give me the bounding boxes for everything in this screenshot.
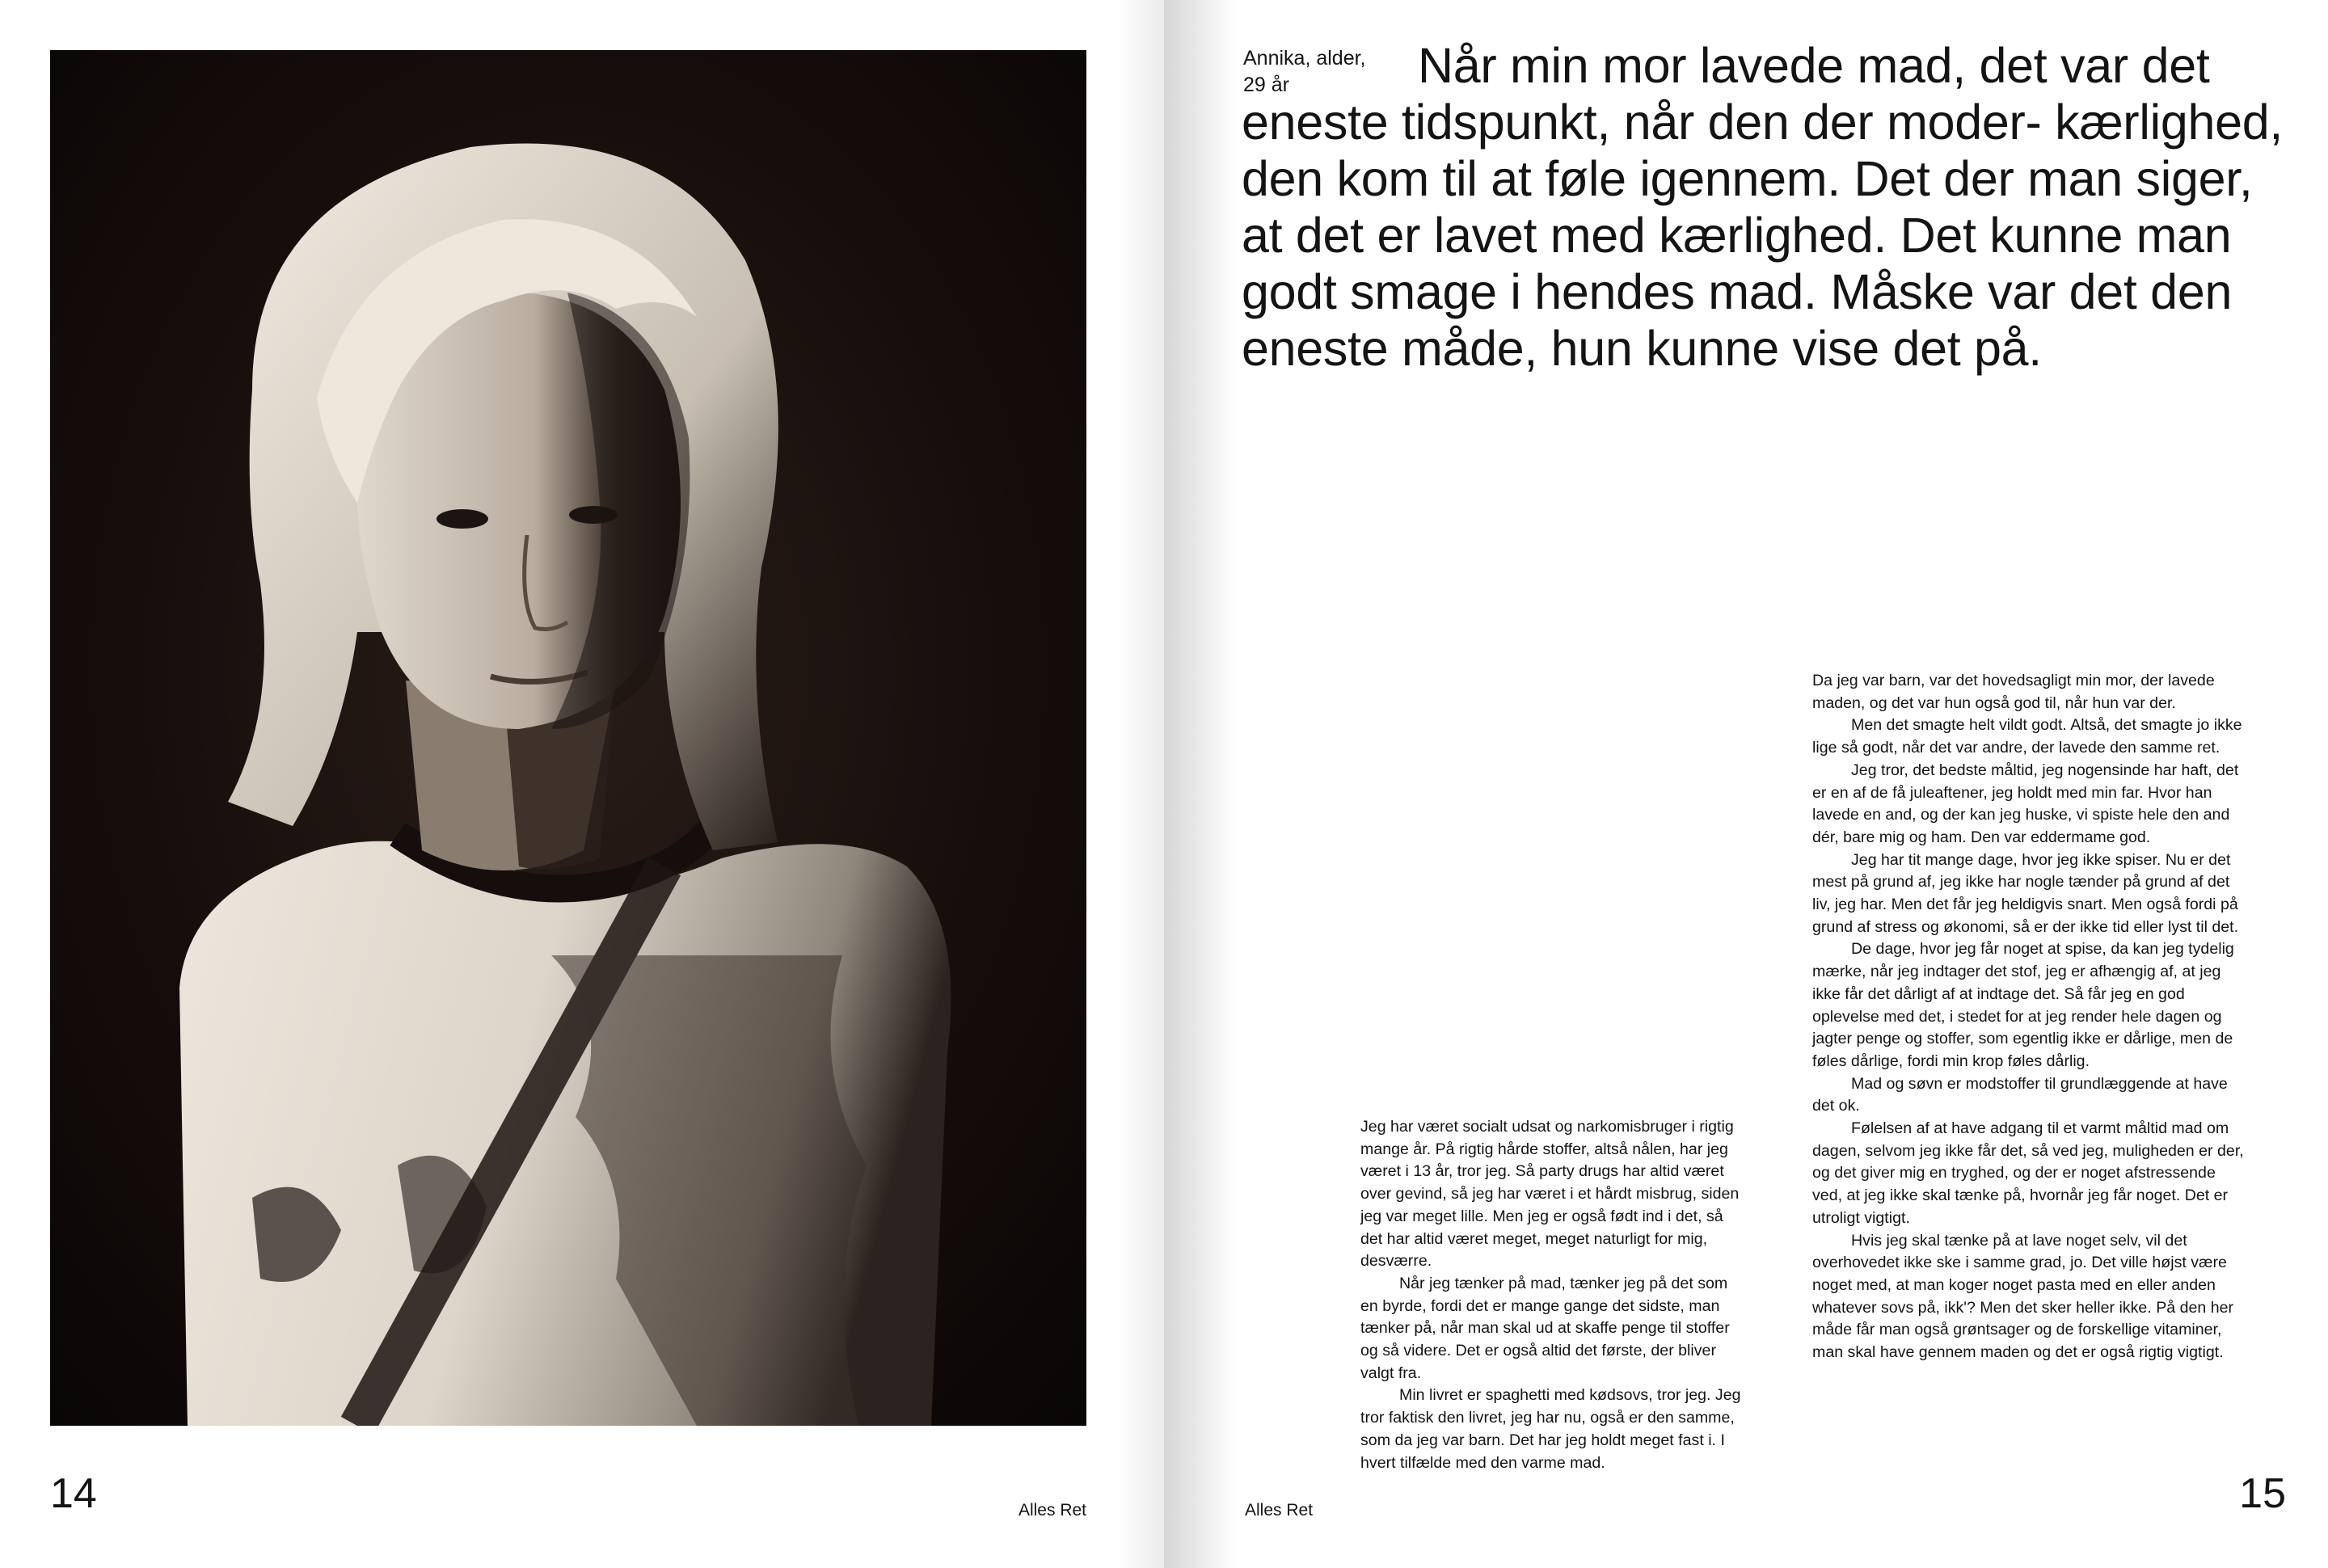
running-title-right: Alles Ret — [1245, 1501, 1314, 1520]
gutter-shadow-right — [1164, 0, 1237, 1568]
paragraph: Når jeg tænker på mad, tænker jeg på det som en byrde, fordi det er mange gange det sidste, man tænker på, når man skal ud at skaffe penge til stoffer og så videre. Det er også altid det første, der bliver valgt fra. — [1360, 1274, 1730, 1382]
portrait-photo — [50, 50, 1086, 1426]
paragraph: Men det smagte helt vildt godt. Altså, det smagte jo ikke lige så godt, når det var andre, der lavede den samme ret. — [1812, 716, 2242, 757]
pull-quote — [1242, 37, 2292, 377]
pull-quote-rest: kærlighed, den kom til at føle igennem. Det der man siger, at det er lavet med kærlighed. Det kunne man godt smage i hendes mad. Måske var det den eneste måde, hun kunne vise det på. — [1242, 95, 2283, 376]
page-number-left: 14 — [50, 1470, 97, 1517]
paragraph: Følelsen af at have adgang til et varmt måltid mad om dagen, selvom jeg ikke får det, så ved jeg, muligheden er der, og det giver mig en tryghed, og der er noget afstressende ved, at jeg ikke skal tænke på, hvornår jeg får noget. Det er utroligt vigtigt. — [1812, 1119, 2244, 1227]
page-number-right: 15 — [2239, 1470, 2286, 1517]
running-title-left: Alles Ret — [1018, 1501, 1086, 1520]
gutter-shadow-left — [1116, 0, 1164, 1568]
paragraph: Jeg har været socialt udsat og narkomisbruger i rigtig mange år. På rigtig hårde stoffer, altså nålen, har jeg været i 13 år, tror jeg. Så party drugs har altid været over gevind, så jeg har været i et hårdt misbrug, siden jeg var meget lille. Men jeg er også født ind i det, så det har altid været meget, meget naturligt for mig, desværre. — [1360, 1118, 1740, 1271]
right-page — [1164, 0, 2328, 1568]
paragraph: Jeg tror, det bedste måltid, jeg nogensinde har haft, det er en af de få juleaftener, jeg holdt med min far. Hvor han lavede en and, og der kan jeg huske, vi spiste hele den and dér, bare mig og ham. Den var eddermame god. — [1812, 761, 2239, 846]
body-column-2 — [1812, 670, 2247, 1364]
interviewee-name-age: Annika, alder, 29 år — [1243, 47, 1366, 96]
paragraph: Da jeg var barn, var det hovedsagligt min mor, der lavede maden, og det var hun også god til, når hun var der. — [1812, 672, 2215, 712]
paragraph: Min livret er spaghetti med kødsovs, tror jeg. Jeg tror faktisk den livret, jeg har nu, også er den samme, som da jeg var barn. Det har jeg holdt meget fast i. I hvert tilfælde med den varme mad. — [1360, 1386, 1741, 1472]
paragraph: Hvis jeg skal tænke på at lave noget selv, vil det overhovedet ikke ske i samme grad, jo. Det ville højst være noget med, at man koger noget pasta med en eller anden whatever sovs på, ikk'? Men det sker heller ikke. På den her måde får man også grøntsager og de forskellige vitaminer, man skal have gennem maden og det er også rigtig vigtigt. — [1812, 1231, 2234, 1362]
pull-quote-lead: Når min mor lavede mad, det var det eneste tidspunkt, når den der moder- — [1242, 38, 2210, 150]
paragraph: Jeg har tit mange dage, hvor jeg ikke spiser. Nu er det mest på grund af, jeg ikke har nogle tænder på grund af det liv, jeg har. Men det får jeg heldigvis snart. Men også fordi på grund af stress og økonomi, så er der ikke tid eller lyst til det. — [1812, 850, 2239, 936]
paragraph: Mad og søvn er modstoffer til grundlæggende at have det ok. — [1812, 1074, 2228, 1115]
paragraph: De dage, hvor jeg får noget at spise, da kan jeg tydelig mærke, når jeg indtager det stof, jeg er afhængig af, at jeg ikke får det dårligt af at indtage det. Så får jeg en god oplevelse med det, i stedet for at jeg render hele dagen og jagter penge og stoffer, som egentlig ikke er dårlige, men de føles dårlige, fordi min krop føles dårlig. — [1812, 940, 2234, 1070]
body-column-1 — [1360, 1116, 1745, 1474]
